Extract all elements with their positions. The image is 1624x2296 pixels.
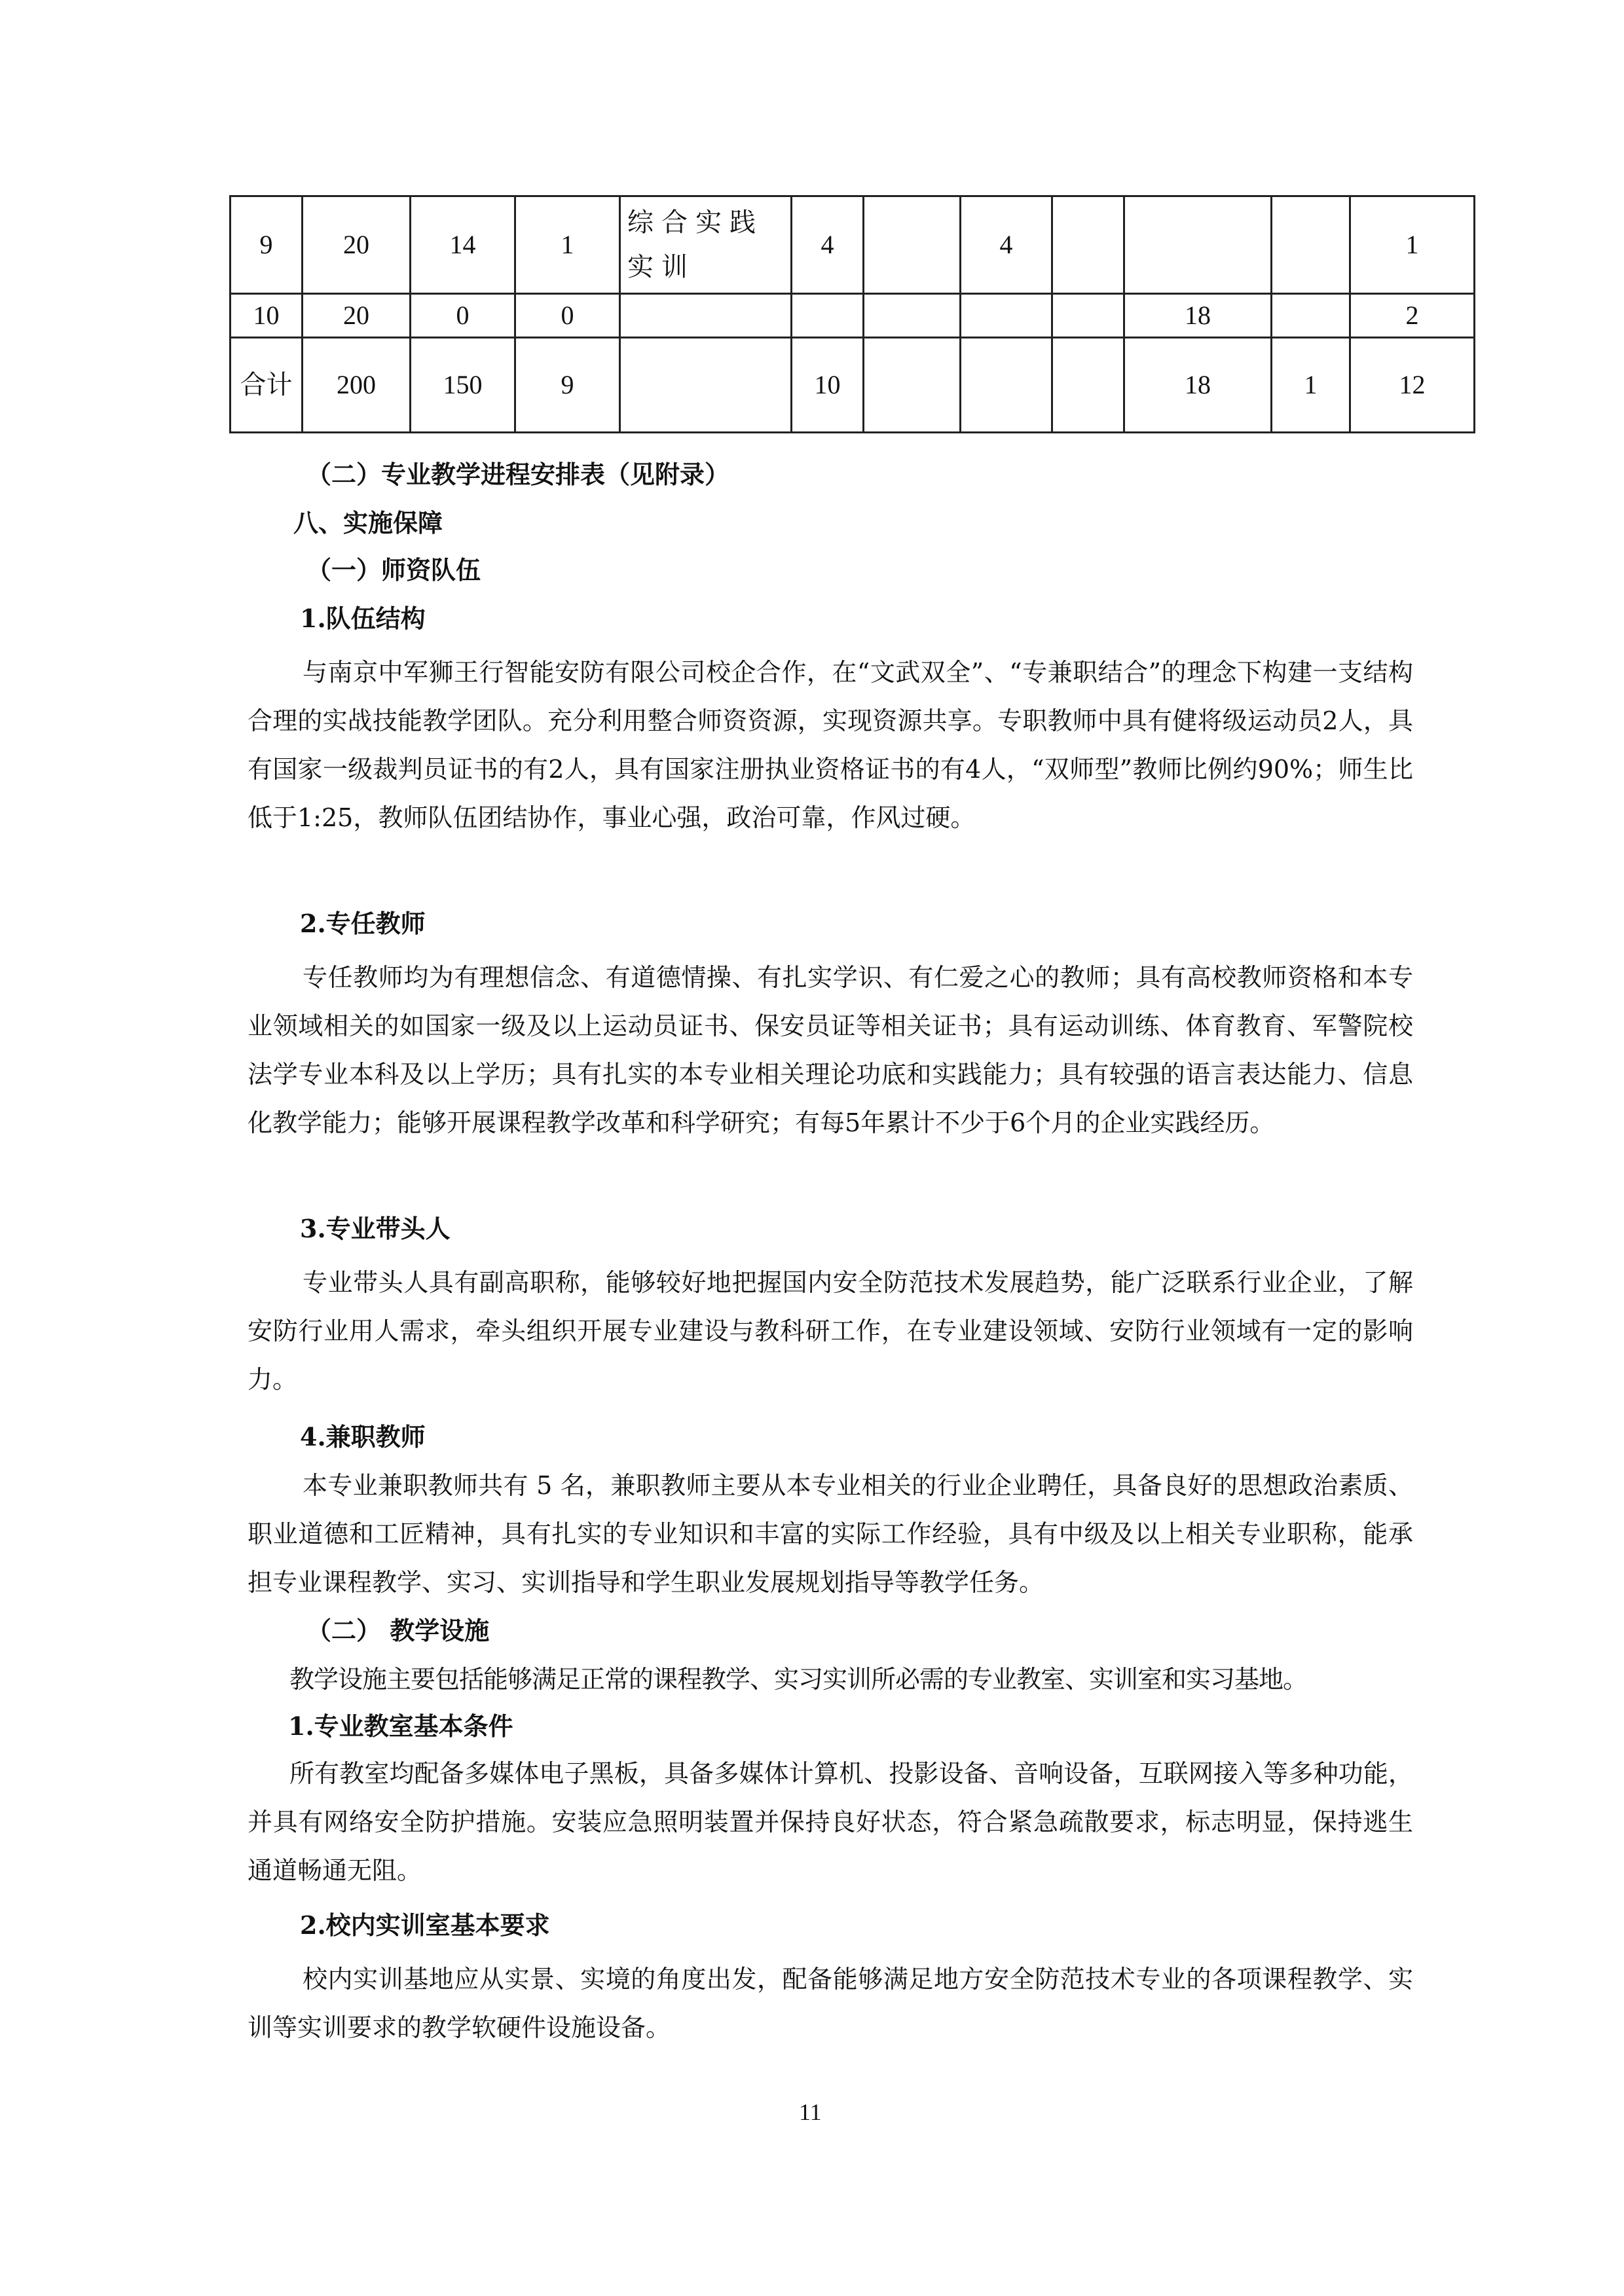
table-cell: 20 xyxy=(303,294,411,338)
paragraph-facilities xyxy=(248,1655,1413,1704)
paragraph-program-leader xyxy=(248,1258,1413,1404)
table-cell: 1 xyxy=(1350,196,1475,294)
table-cell: 0 xyxy=(515,294,620,338)
table-cell: 1 xyxy=(1272,338,1350,433)
paragraph-text: 本专业兼职教师共有 5 名，兼职教师主要从本专业相关的行业企业聘任，具备良好的思想政治素质、职业道德和工匠精神，具有扎实的专业知识和丰富的实际工作经验，具有中级及以上相关专业职称，能承担专业课程教学、实习、实训指导和学生职业发展规划指导等教学任务。 xyxy=(248,1471,1413,1597)
table-cell xyxy=(1052,196,1124,294)
page-number: 11 xyxy=(799,2099,822,2125)
table-cell xyxy=(864,338,961,433)
table-cell xyxy=(1052,294,1124,338)
table-cell: 14 xyxy=(411,196,515,294)
section-heading-faculty: （一）师资队伍 xyxy=(306,555,481,585)
subheading-classroom-conditions: 1.专业教室基本条件 xyxy=(288,1711,513,1741)
table-row xyxy=(231,196,1475,294)
table-cell: 12 xyxy=(1350,338,1475,433)
table-cell xyxy=(1124,196,1272,294)
table-cell: 4 xyxy=(961,196,1052,294)
table-cell xyxy=(1272,294,1350,338)
table-cell xyxy=(620,294,792,338)
table-cell: 18 xyxy=(1124,294,1272,338)
table-cell: 18 xyxy=(1124,338,1272,433)
paragraph-text: 专任教师均为有理想信念、有道德情操、有扎实学识、有仁爱之心的教师；具有高校教师资格和本专业领域相关的如国家一级及以上运动员证书、保安员证等相关证书；具有运动训练、体育教育、军警院校法学专业本科及以上学历；具有扎实的本专业相关理论功底和实践能力；具有较强的语言表达能力、信息化教学能力；能够开展课程教学改革和科学研究；有每5年累计不少于6个月的企业实践经历。 xyxy=(248,963,1413,1137)
table-cell: 10 xyxy=(231,294,303,338)
paragraph-team-structure xyxy=(248,648,1413,842)
section-heading-schedule: （二）专业教学进程安排表（见附录） xyxy=(306,460,730,489)
paragraph-text: 所有教室均配备多媒体电子黑板，具备多媒体计算机、投影设备、音响设备，互联网接入等多种功能，并具有网络安全防护措施。安装应急照明装置并保持良好状态，符合紧急疏散要求，标志明显，保持逃生通道畅通无阻。 xyxy=(248,1759,1413,1885)
table-cell xyxy=(1052,338,1124,433)
subheading-program-leader: 3.专业带头人 xyxy=(300,1214,451,1243)
teaching-schedule-table xyxy=(229,195,1475,433)
table-cell xyxy=(961,294,1052,338)
table-cell: 1 xyxy=(515,196,620,294)
table-cell: 10 xyxy=(792,338,864,433)
table-cell xyxy=(961,338,1052,433)
table-cell xyxy=(792,294,864,338)
chapter-heading-implementation: 八、实施保障 xyxy=(293,508,443,538)
paragraph-text: 教学设施主要包括能够满足正常的课程教学、实习实训所必需的专业教室、实训室和实习基地。 xyxy=(289,1665,1308,1694)
subheading-fulltime-teachers: 2.专任教师 xyxy=(300,909,426,938)
subheading-training-room: 2.校内实训室基本要求 xyxy=(300,1910,550,1940)
paragraph-text: 专业带头人具有副高职称，能够较好地把握国内安全防范技术发展趋势，能广泛联系行业企业，了解安防行业用人需求，牵头组织开展专业建设与教科研工作，在专业建设领域、安防行业领域有一定的影响力。 xyxy=(248,1268,1413,1394)
table-cell xyxy=(620,338,792,433)
table-cell xyxy=(864,294,961,338)
table-cell: 150 xyxy=(411,338,515,433)
table-cell xyxy=(864,196,961,294)
table-row xyxy=(231,338,1475,433)
table-cell xyxy=(1272,196,1350,294)
paragraph-training-room xyxy=(248,1955,1413,2052)
table-cell: 2 xyxy=(1350,294,1475,338)
subheading-parttime-teachers: 4.兼职教师 xyxy=(300,1422,426,1451)
table-cell: 合计 xyxy=(231,338,303,433)
subheading-team-structure: 1.队伍结构 xyxy=(300,604,426,633)
table-cell: 0 xyxy=(411,294,515,338)
table-row xyxy=(231,294,1475,338)
table-cell: 20 xyxy=(303,196,411,294)
section-heading-facilities: （二） 教学设施 xyxy=(306,1616,490,1645)
table-cell: 200 xyxy=(303,338,411,433)
paragraph-parttime-teachers xyxy=(248,1461,1413,1607)
paragraph-fulltime-teachers xyxy=(248,953,1413,1147)
table-cell: 9 xyxy=(231,196,303,294)
table-cell: 9 xyxy=(515,338,620,433)
paragraph-classroom-conditions xyxy=(248,1749,1413,1895)
table-cell: 综合实践实训 xyxy=(620,196,792,294)
paragraph-text: 校内实训基地应从实景、实境的角度出发，配备能够满足地方安全防范技术专业的各项课程教学、实训等实训要求的教学软硬件设施设备。 xyxy=(248,1965,1413,2042)
table-cell: 4 xyxy=(792,196,864,294)
paragraph-text: 与南京中军狮王行智能安防有限公司校企合作，在“文武双全”、“专兼职结合”的理念下构建一支结构合理的实战技能教学团队。充分利用整合师资资源，实现资源共享。专职教师中具有健将级运动员2人，具有国家一级裁判员证书的有2人，具有国家注册执业资格证书的有4人，“双师型”教师比例约90%；师生比低于1:25，教师队伍团结协作，事业心强，政治可靠，作风过硬。 xyxy=(248,658,1413,832)
